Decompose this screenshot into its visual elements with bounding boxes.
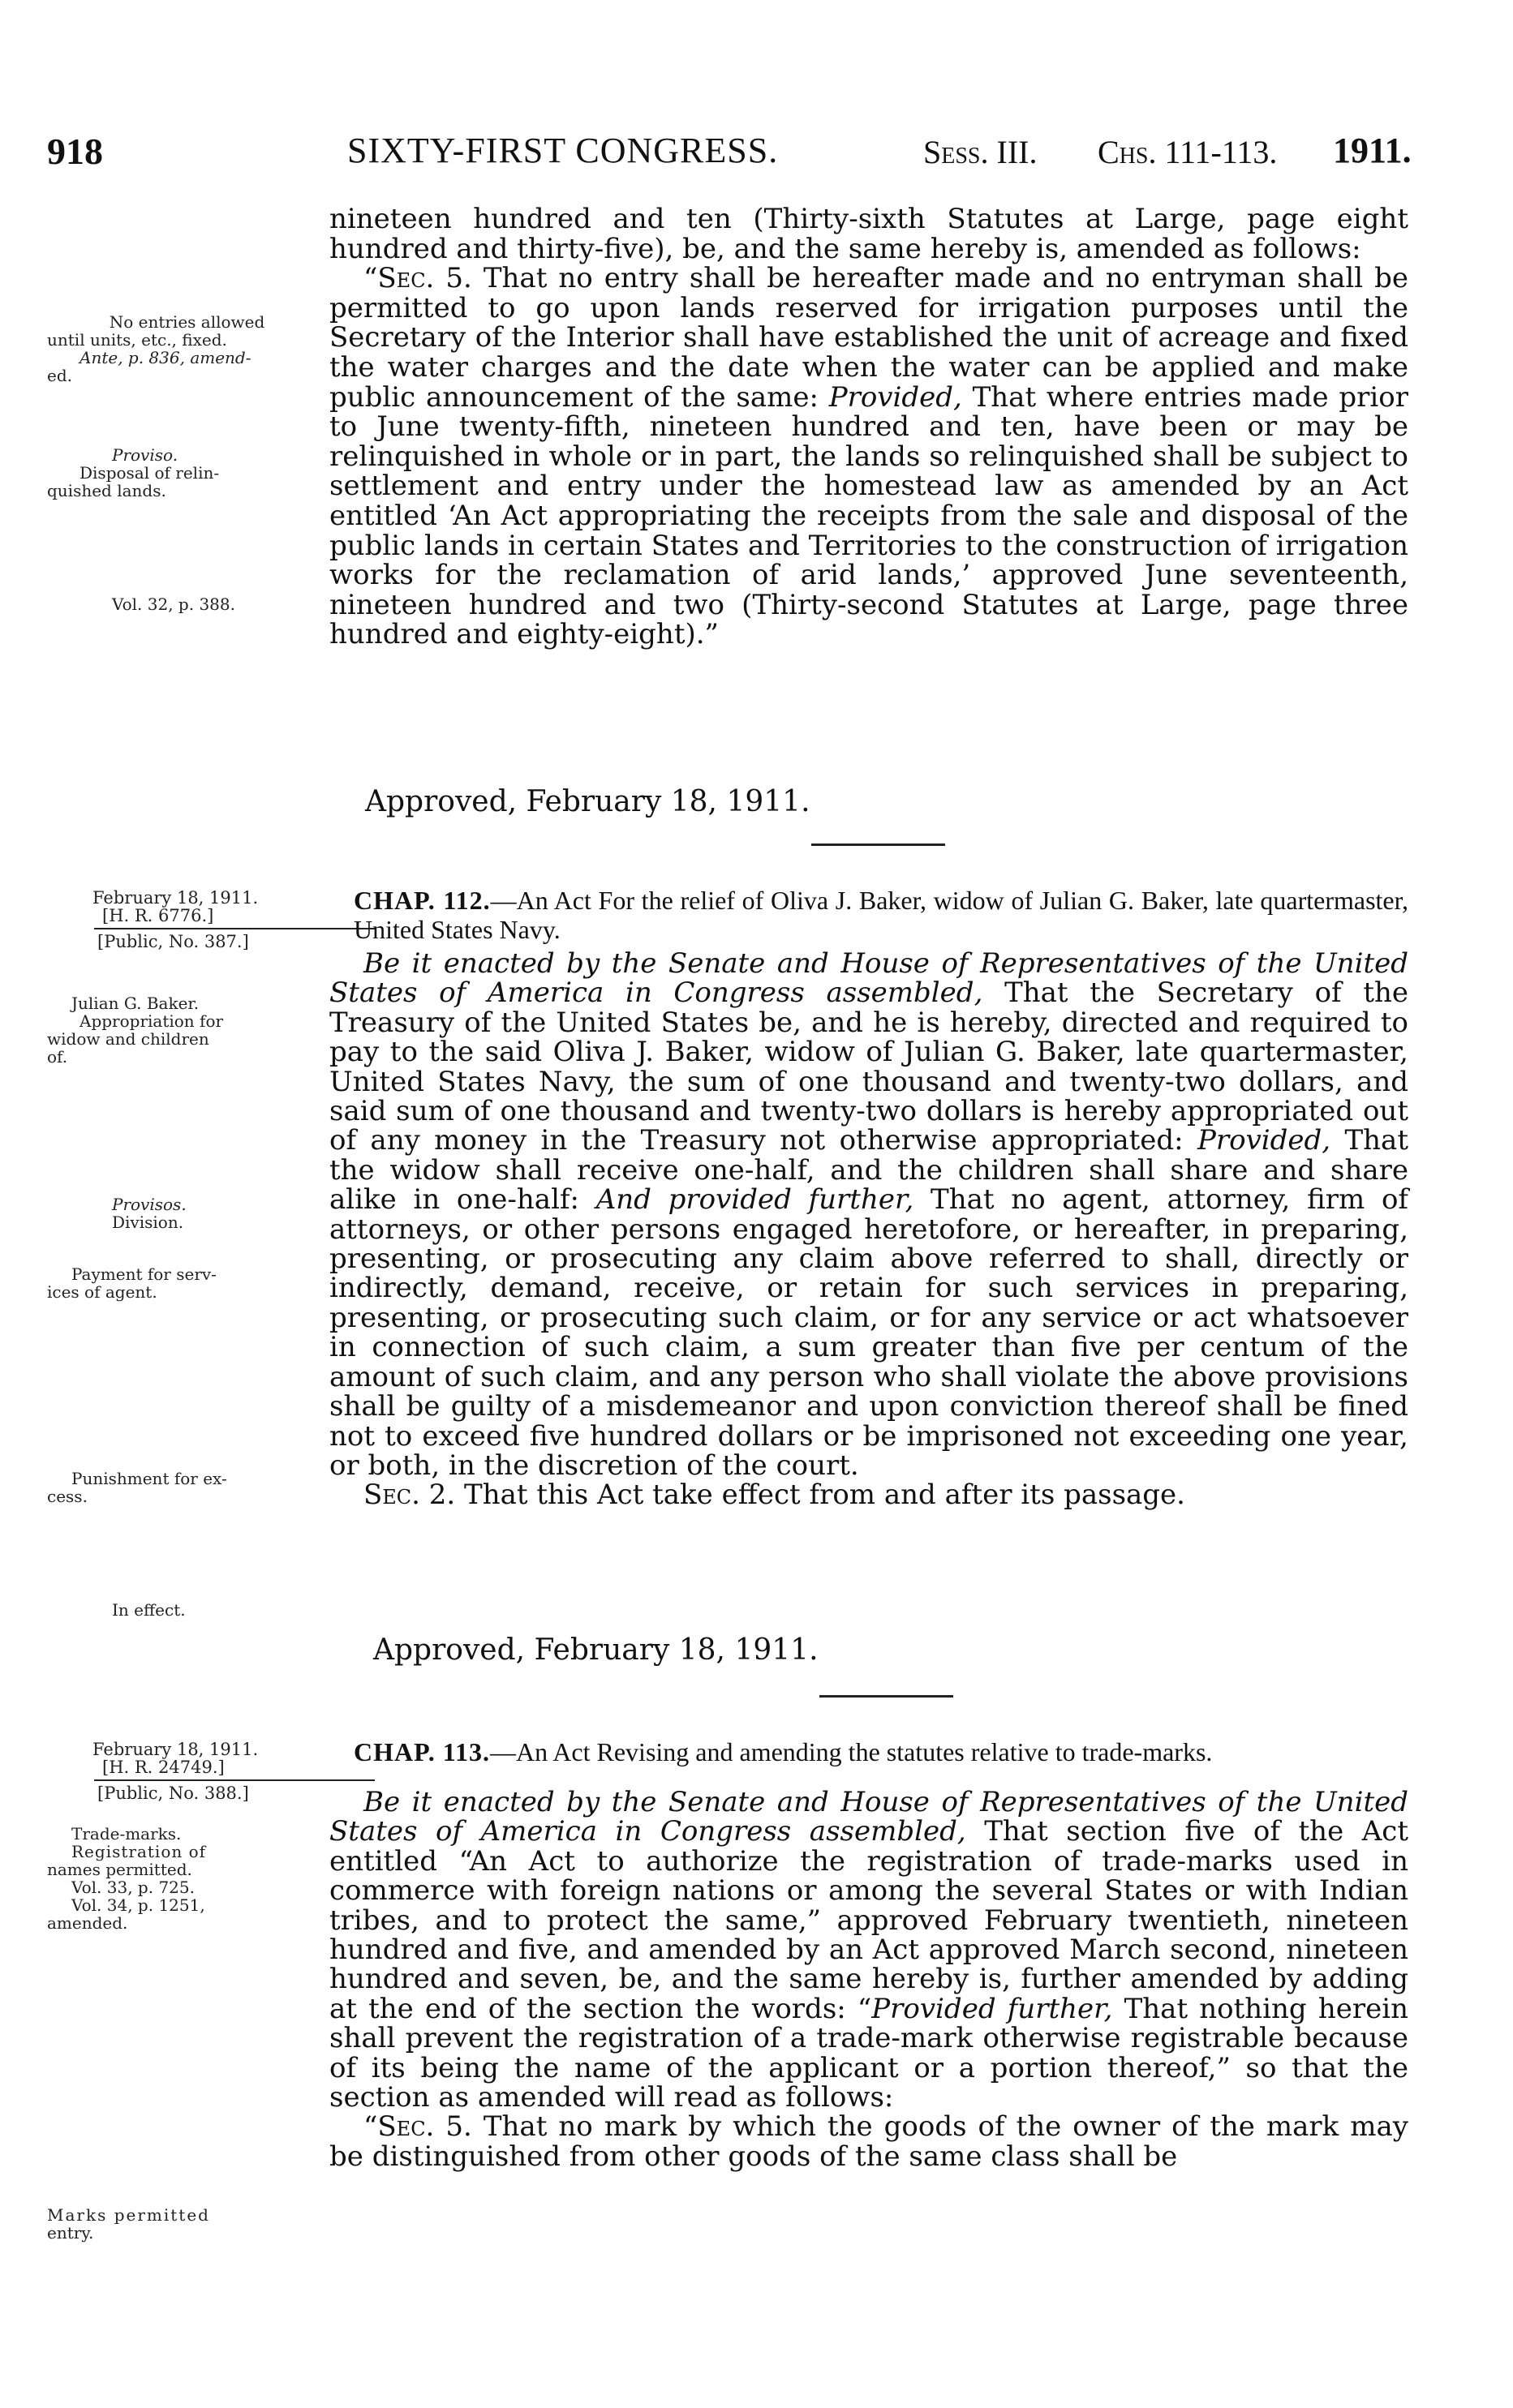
margin-note-baker: Julian G. Baker. Appropriation for widow and children of. (47, 994, 224, 1067)
sec5-paragraph: “Sec. 5. That no entry shall be hereafter made and no entryman shall be permitted to go upon lands reserved for irrigation purposes until the Secretary of the Interior shall have established the unit of acreage and fixed the water charges and the date when the water can be applied and make public announcement of the same: Provided, That where entries made prior to June twenty-fifth, nineteen hundred and ten, have been or may be relinquished in whole or in part, the lands so relinquished shall be subject to settlement and entry under the homestead law as amended by an Act entitled ‘An Act appropriating the receipts from the sale and disposal of the public lands in certain States and Territories to the construction of irrigation works for the reclamation of arid lands,’ approved June seventeenth, nineteen hundred and two (Thirty-second Statutes at Large, page three hundred and eighty-eight).” (329, 262, 1409, 651)
divider-rule-2 (819, 1695, 953, 1698)
chap112-date-block (47, 889, 327, 951)
running-title: SIXTY-FIRST CONGRESS. (347, 131, 779, 170)
margin-note-punishment: Punishment for ex- cess. (47, 1469, 227, 1506)
chap113-title: —An Act Revising and amending the statutes relative to trade-marks. (489, 1737, 1213, 1766)
chap112-body (329, 949, 1408, 1510)
divider-rule (811, 843, 945, 846)
chap112-title: —An Act For the relief of Oliva J. Baker, widow of Julian G. Baker, late quartermaster, United States Navy. (354, 886, 1409, 944)
margin-note-marks: Marks permitted entry. (47, 2205, 210, 2243)
margin-note-provisos: Provisos. Division. (112, 1195, 187, 1232)
chap112-public: [Public, No. 387.] (97, 932, 249, 951)
chap113-body (329, 1788, 1408, 2171)
chap112-date: February 18, 1911. (92, 888, 259, 908)
chap113-date-block (47, 1741, 327, 1802)
intro-paragraph: nineteen hundred and ten (Thirty-sixth Statutes at Large, page eight hundred and thirty-five), be, and the same hereby is, amended as follows: (329, 203, 1408, 265)
chap112-enacting-paragraph: Be it enacted by the Senate and House of Representatives of the United States of America in Congress assembled, That the Secretary of the Treasury of the United States be, and he is hereby, directed and required to pay to the said Oliva J. Baker, widow of Julian G. Baker, late quartermaster, United States Navy, the sum of one thousand and twenty-two dollars, and said sum of one thousand and twenty-two dollars is hereby appropriated out of any money in the Treasury not otherwise appropriated: Provided, That the widow shall receive one-half, and the children shall share and share alike in one-half: And provided further, That no agent, attorney, firm of attorneys, or other persons engaged heretofore, or hereafter, in preparing, presenting, or prosecuting any claim above referred to shall, directly or indirectly, demand, receive, or retain for such services in preparing, presenting, or prosecuting such claim, or for any service or act whatsoever in connection of such claim, a sum greater than five per centum of the amount of such claim, and any person who shall violate the above provisions shall be guilty of a misdemeanor and upon conviction thereof shall be fined not to exceed five hundred dollars or be imprisoned not exceeding one year, or both, in the discretion of the court. (329, 947, 1409, 1482)
chapters-label: Chs. 111-113. (1098, 134, 1278, 170)
margin-note-vol32: Vol. 32, p. 388. (112, 594, 235, 614)
section-continuation (329, 204, 1408, 650)
chap112-sec2: Sec. 2. That this Act take effect from and after its passage. (363, 1479, 1185, 1512)
approved-111: Approved, February 18, 1911. (365, 785, 810, 818)
session-label: Sess. III. (923, 134, 1038, 170)
page-number: 918 (47, 131, 103, 172)
margin-note-payment: Payment for serv- ices of agent. (47, 1264, 217, 1302)
chap113-enacting-paragraph: Be it enacted by the Senate and House of Representatives of the United States of America in Congress assembled, That section five of the Act entitled “An Act to authorize the registration of trade-marks used in commerce with foreign nations or among the several States or with Indian tribes, and to protect the same,” approved February twentieth, nineteen hundred and five, and amended by an Act approved March second, nineteen hundred and seven, be, and the same hereby is, further amended by adding at the end of the section the words: “Provided further, That nothing herein shall prevent the registration of a trade-mark otherwise registrable because of its being the name of the applicant or a portion thereof,” so that the section as amended will read as follows: (329, 1786, 1409, 2114)
chap113-heading (354, 1737, 1408, 1766)
chap112-bill: [H. R. 6776.] (102, 906, 214, 925)
header-year: 1911. (1333, 131, 1412, 170)
chap113-bill: [H. R. 24749.] (102, 1758, 225, 1777)
margin-note-proviso: Proviso. Disposal of relin- quished lands. (47, 445, 220, 500)
chap113-public: [Public, No. 388.] (97, 1783, 249, 1803)
chap112-heading (354, 886, 1408, 944)
margin-note-effect: In effect. (112, 1600, 186, 1620)
margin-note-entries: No entries allowed until units, etc., fixed. Ante, p. 836, amend- ed. (47, 312, 265, 385)
chap113-sec5: “Sec. 5. That no mark by which the goods of the owner of the mark may be distinguished from other goods of the same class shall be (329, 2110, 1408, 2173)
margin-note-trademarks: Trade-marks. Registration of names permitted. Vol. 33, p. 725. Vol. 34, p. 1251, amended. (47, 1824, 207, 1933)
page-header (47, 130, 1434, 178)
chap113-date: February 18, 1911. (92, 1740, 259, 1759)
chap113-label: CHAP. 113. (354, 1737, 490, 1766)
chap112-label: CHAP. 112. (354, 886, 491, 915)
approved-112: Approved, February 18, 1911. (373, 1633, 819, 1667)
